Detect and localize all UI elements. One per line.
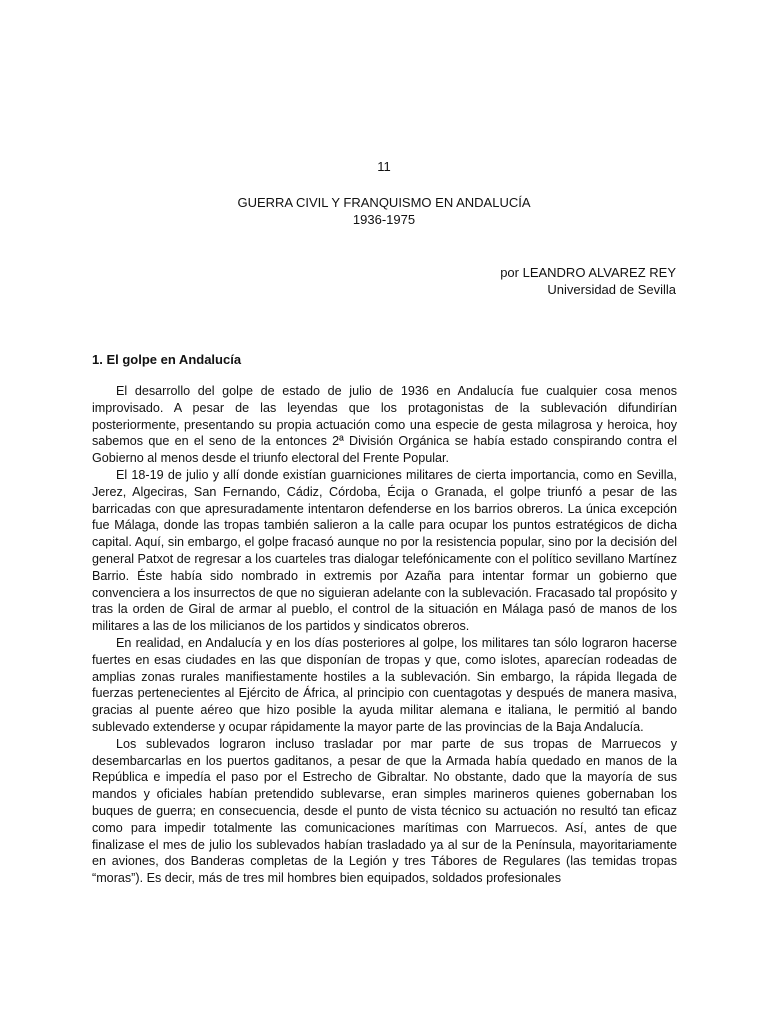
chapter-title: GUERRA CIVIL Y FRANQUISMO EN ANDALUCÍA [237,195,531,210]
chapter-years: 1936-1975 [352,212,416,227]
paragraph: El 18-19 de julio y allí donde existían guarniciones militares de cierta importancia, como en Sevilla, Jerez, Algeciras, San Fernando, Cádiz, Córdoba, Écija o Granada, el golpe triunfó a pesar de las barricadas con que apresuradamente intentaron defenderse en los barrios obreros. La única excepción fue Málaga, donde las tropas también salieron a la calle para ocupar los puntos estratégicos de dicha capital. Aquí, sin embargo, el golpe fracasó aunque no por la resistencia popular, sino por la decisión del general Patxot de regresar a los cuarteles tras dialogar telefónicamente con el político sevillano Martínez Barrio. Éste había sido nombrado in extremis por Azaña para intentar formar un gobierno que convenciera a los insurrectos de que no siguieran adelante con la sublevación. Fracasado tal propósito y tras la orden de Giral de armar al pueblo, el control de la situación en Málaga pasó de manos de los militares a las de los milicianos de los partidos y sindicatos obreros. [92,467,677,634]
section-heading: 1. El golpe en Andalucía [92,352,242,367]
author-byline: por LEANDRO ALVAREZ REY [500,265,676,280]
author-affiliation: Universidad de Sevilla [547,282,676,297]
chapter-number: 11 [377,159,391,174]
body-text [92,383,677,887]
paragraph: Los sublevados lograron incluso trasladar por mar parte de sus tropas de Marruecos y desembarcarlas en los puertos gaditanos, a pesar de que la Armada había quedado en manos de la República e impedía el paso por el Estrecho de Gibraltar. No obstante, dado que la mayoría de sus mandos y oficiales habían pretendido sublevarse, eran simples marineros quienes gobernaban los buques de guerra; en consecuencia, desde el punto de vista técnico su actuación no resultó tan eficaz como para impedir totalmente las comunicaciones marítimas con Marruecos. Así, antes de que finalizase el mes de julio los sublevados habían trasladado ya al sur de la Península, mayoritariamente en aviones, dos Banderas completas de la Legión y tres Tábores de Regulares (las temidas tropas “moras”). Es decir, más de tres mil hombres bien equipados, soldados profesionales [92,736,677,886]
paragraph: En realidad, en Andalucía y en los días posteriores al golpe, los militares tan sólo lograron hacerse fuertes en esas ciudades en las que disponían de tropas y que, como islotes, aparecían rodeadas de amplias zonas rurales manifiestamente hostiles a la sublevación. Sin embargo, la rápida llegada de fuerzas pertenecientes al Ejército de África, al principio con cuentagotas y después de manera masiva, gracias al puente aéreo que hizo posible la ayuda militar alemana e italiana, le permitió al bando sublevado extenderse y ocupar rápidamente la mayor parte de las provincias de la Baja Andalucía. [92,635,677,734]
paragraph: El desarrollo del golpe de estado de julio de 1936 en Andalucía fue cualquier cosa menos improvisado. A pesar de las leyendas que los protagonistas de la sublevación difundirían posteriormente, presentando su propia actuación como una especie de gesta milagrosa y heroica, hoy sabemos que en el seno de la entonces 2ª División Orgánica se había estado conspirando contra el Gobierno al menos desde el triunfo electoral del Frente Popular. [92,384,677,466]
